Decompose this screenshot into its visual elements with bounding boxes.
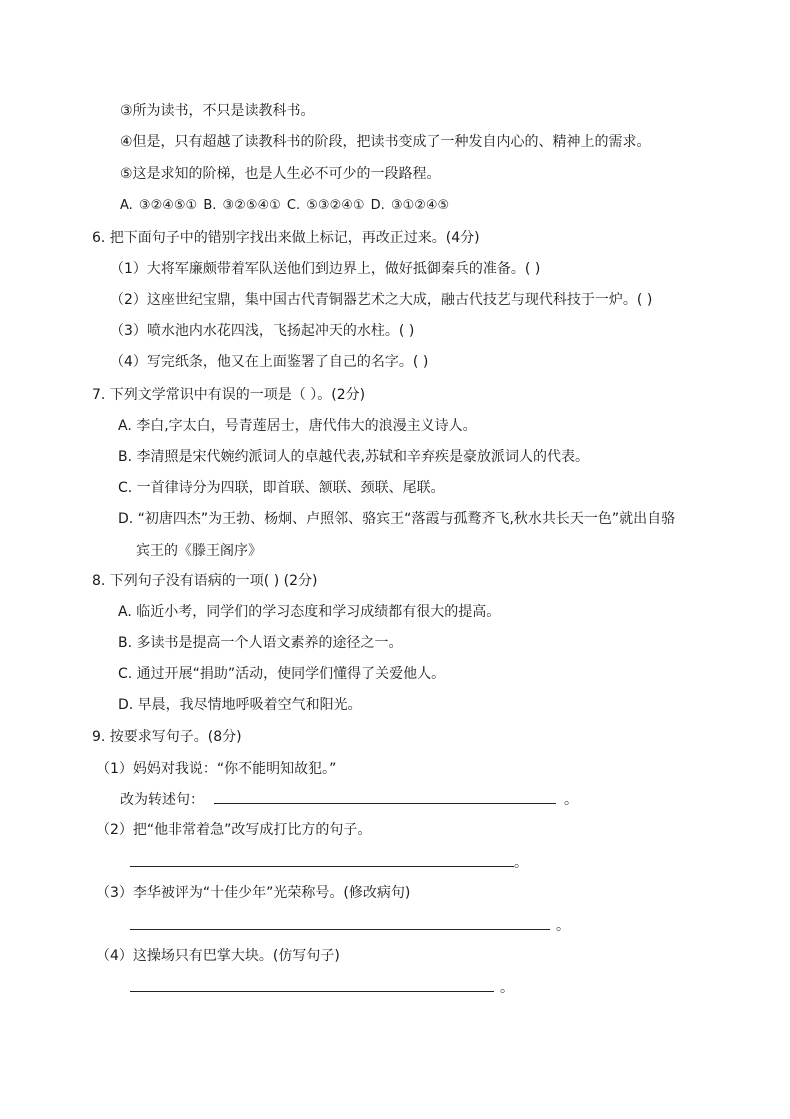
- q9-part-4: （4）这操场只有巴掌大块。(仿写句子): [96, 948, 340, 964]
- q7-option-d-line2: 宾王的《滕王阁序》: [136, 543, 262, 559]
- q5-sentence-5: ⑤这是求知的阶梯，也是人生必不可少的一段路程。: [120, 166, 441, 182]
- q9-part-4-answer-line[interactable]: [130, 991, 494, 992]
- q9-part-1-end-mark: 。: [564, 792, 578, 808]
- q9-part-3-answer-line[interactable]: [130, 929, 550, 930]
- q9-part-3: （3）李华被评为“十佳少年”光荣称号。(修改病句): [96, 885, 411, 901]
- q9-stem: 9. 按要求写句子。(8分): [92, 729, 242, 745]
- q5-sentence-3: ③所为读书，不只是读教科书。: [120, 103, 315, 119]
- q6-item-3: （3）喷水池内水花四浅，飞扬起冲天的水柱。( ): [110, 323, 415, 339]
- q8-option-b: B. 多读书是提高一个人语文素养的途径之一。: [118, 635, 403, 651]
- q9-part-3-end-mark: 。: [556, 918, 570, 934]
- q8-option-c: C. 通过开展“捐助”活动，使同学们懂得了关爱他人。: [118, 666, 446, 682]
- q7-option-d-line1: D. “初唐四杰”为王勃、杨炯、卢照邻、骆宾王“落霞与孤鹜齐飞,秋水共长天一色”就出自骆: [118, 511, 676, 527]
- q7-option-b: B. 李清照是宋代婉约派词人的卓越代表,苏轼和辛弃疾是豪放派词人的代表。: [118, 449, 589, 465]
- q9-part-2-answer-line[interactable]: [130, 866, 514, 867]
- q8-option-d: D. 早晨，我尽情地呼吸着空气和阳光。: [118, 697, 362, 713]
- q7-option-a: A. 李白,字太白，号青莲居士，唐代伟大的浪漫主义诗人。: [118, 418, 477, 434]
- q6-item-4: （4）写完纸条，他又在上面鉴署了自己的名字。( ): [110, 354, 429, 370]
- q8-stem: 8. 下列句子没有语病的一项( ) (2分): [92, 573, 318, 589]
- q7-option-c: C. 一首律诗分为四联，即首联、颔联、颈联、尾联。: [118, 480, 445, 496]
- q6-item-1: （1）大将军廉颇带着军队送他们到边界上，做好抵御秦兵的准备。( ): [110, 261, 541, 277]
- q9-part-2-end-mark: 。: [514, 855, 528, 871]
- q9-part-1-answer-line[interactable]: [214, 803, 556, 804]
- q5-sentence-4: ④但是，只有超越了读教科书的阶段，把读书变成了一种发自内心的、精神上的需求。: [120, 134, 651, 150]
- q9-part-2: （2）把“他非常着急”改写成打比方的句子。: [96, 822, 372, 838]
- q9-part-1-prompt: 改为转述句：: [120, 792, 204, 808]
- q8-option-a: A. 临近小考，同学们的学习态度和学习成绩都有很大的提高。: [118, 604, 501, 620]
- q9-part-4-end-mark: 。: [500, 980, 514, 996]
- q5-options: A. ③②④⑤① B. ③②⑤④① C. ⑤③②④① D. ③①②④⑤: [120, 198, 450, 213]
- q7-stem: 7. 下列文学常识中有误的一项是（ ）。(2分): [92, 387, 366, 403]
- q6-item-2: （2）这座世纪宝鼎，集中国古代青铜器艺术之大成，融古代技艺与现代科技于一炉。( ): [110, 292, 653, 308]
- q9-part-1: （1）妈妈对我说：“你不能明知故犯。”: [96, 761, 337, 777]
- q6-stem: 6. 把下面句子中的错别字找出来做上标记，再改正过来。(4分): [92, 230, 480, 246]
